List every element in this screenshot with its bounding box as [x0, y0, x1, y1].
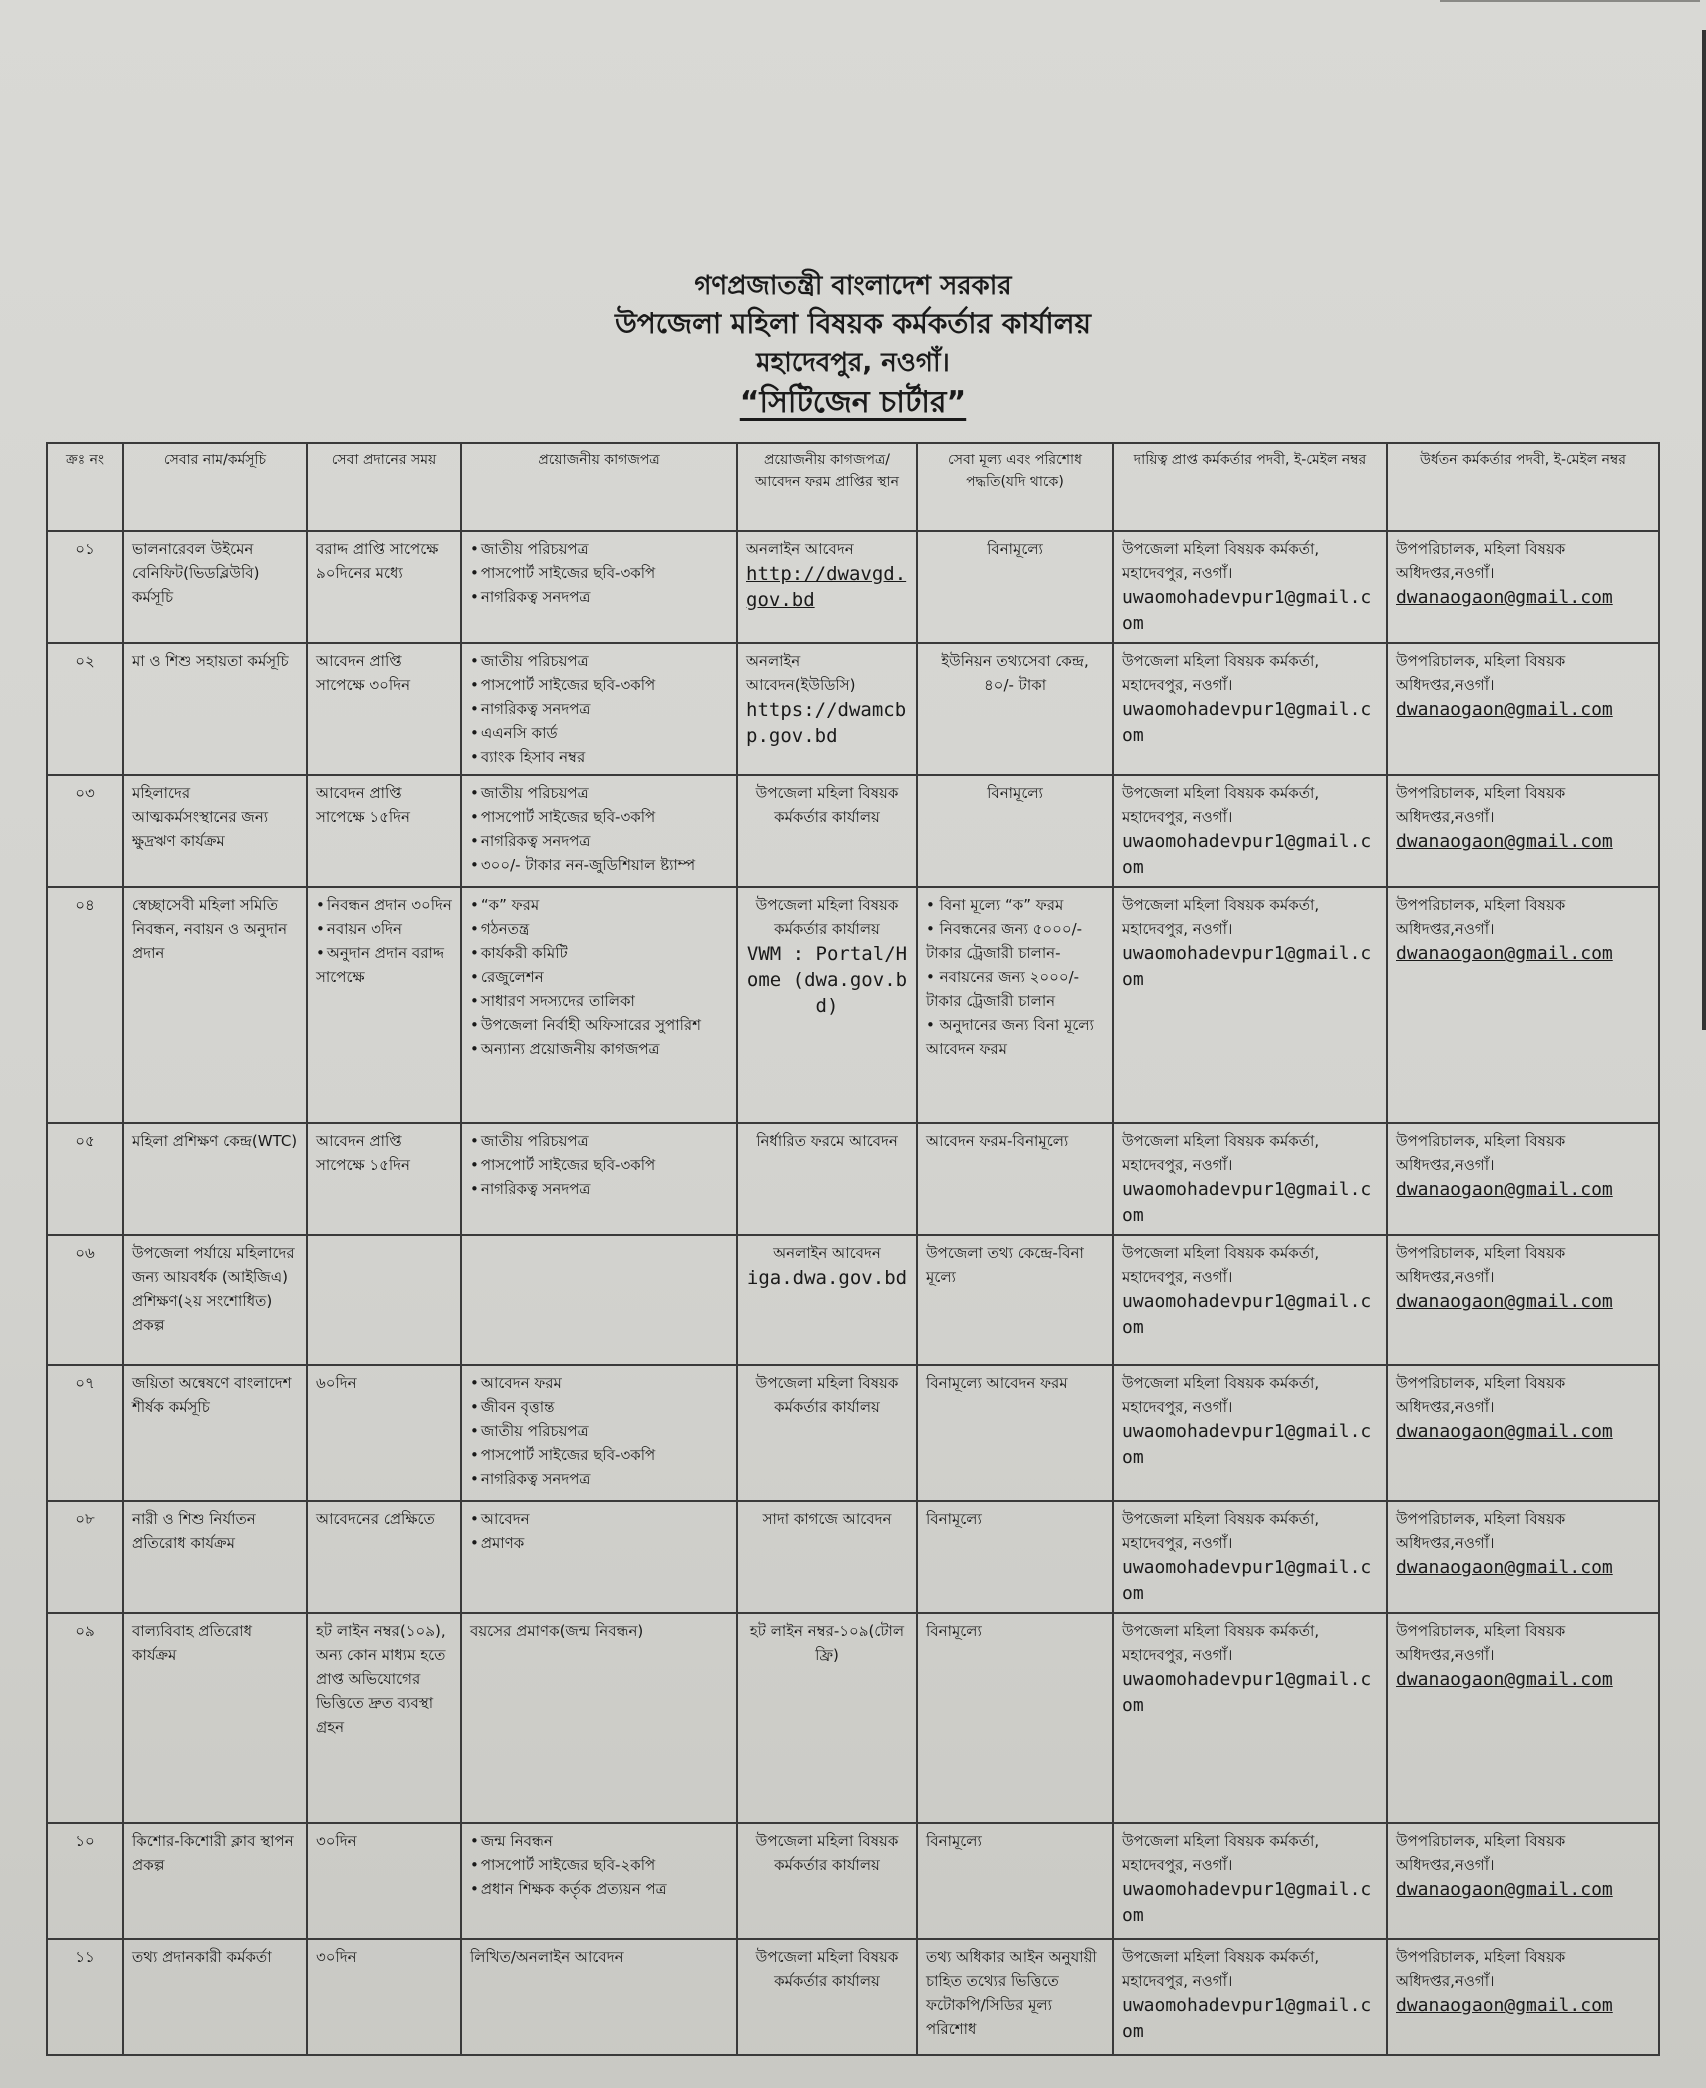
- cell-time: [307, 1501, 461, 1613]
- documents-list: [470, 537, 728, 609]
- service-name: ভালনারেবল উইমেন বেনিফিট(ভিডব্লিউবি) কর্মসূচি: [132, 540, 260, 606]
- fee-item: • নবায়নের জন্য ২০০০/-টাকার ট্রেজারী চালান: [926, 965, 1104, 1013]
- header-location: মহাদেবপুর, নওগাঁ।: [756, 348, 950, 378]
- officer-email[interactable]: uwaomohadevpur1@gmail.com: [1122, 831, 1372, 878]
- cell-officer: [1113, 1823, 1387, 1939]
- service-name: জয়িতা অন্বেষণে বাংলাদেশ শীর্ষক কর্মসূচি: [132, 1374, 292, 1416]
- cell-documents: [461, 1235, 737, 1365]
- cell-place: [737, 1939, 917, 2055]
- officer-location: মহাদেবপুর, নওগাঁ।: [1122, 920, 1233, 938]
- application-place: অনলাইন আবেদন: [773, 1244, 881, 1262]
- superior-office: অধিদপ্তর,নওগাঁ।: [1396, 1534, 1495, 1552]
- documents-list: [470, 893, 728, 1061]
- officer-location: মহাদেবপুর, নওগাঁ।: [1122, 676, 1233, 694]
- serial-number: ০৫: [75, 1132, 95, 1150]
- officer-email[interactable]: uwaomohadevpur1@gmail.com: [1122, 1995, 1372, 2042]
- officer-location: মহাদেবপুর, নওগাঁ।: [1122, 1398, 1233, 1416]
- cell-fee: [917, 887, 1113, 1123]
- service-fee: তথ্য অধিকার আইন অনুযায়ী চাহিত তথ্যের ভিত্তিতে ফটোকপি/সিডির মূল্য পরিশোধ: [926, 1948, 1097, 2038]
- document-item: • পাসপোর্ট সাইজের ছবি-৩কপি: [470, 673, 728, 697]
- serial-number: ০৮: [75, 1510, 95, 1528]
- cell-fee: [917, 643, 1113, 775]
- paper-edge-line: [1440, 0, 1700, 2]
- superior-office: অধিদপ্তর,নওগাঁ।: [1396, 564, 1495, 582]
- table-row: [47, 1235, 1659, 1365]
- superior-email[interactable]: dwanaogaon@gmail.com: [1396, 1879, 1613, 1900]
- document-item: • নাগরিকত্ব সনদপত্র: [470, 1467, 728, 1491]
- cell-time: [307, 531, 461, 643]
- application-place: উপজেলা মহিলা বিষয়ক কর্মকর্তার কার্যালয়: [755, 1948, 899, 1990]
- cell-superior: [1387, 1501, 1659, 1613]
- officer-designation: উপজেলা মহিলা বিষয়ক কর্মকর্তা,: [1122, 652, 1320, 670]
- cell-documents: [461, 887, 737, 1123]
- service-name: উপজেলা পর্যায়ে মহিলাদের জন্য আয়বর্ধক (আইজিএ) প্রশিক্ষণ(২য় সংশোধিত) প্রকল্প: [132, 1244, 295, 1334]
- officer-designation: উপজেলা মহিলা বিষয়ক কর্মকর্তা,: [1122, 896, 1320, 914]
- cell-officer: [1113, 1365, 1387, 1501]
- cell-time: [307, 643, 461, 775]
- table-row: [47, 1365, 1659, 1501]
- superior-email[interactable]: dwanaogaon@gmail.com: [1396, 831, 1613, 852]
- service-time: আবেদনের প্রেক্ষিতে: [316, 1510, 435, 1528]
- superior-email[interactable]: dwanaogaon@gmail.com: [1396, 1557, 1613, 1578]
- superior-email[interactable]: dwanaogaon@gmail.com: [1396, 1995, 1613, 2016]
- superior-designation: উপপরিচালক, মহিলা বিষয়ক: [1396, 540, 1566, 558]
- serial-number: ০৪: [75, 896, 95, 914]
- cell-documents: [461, 1939, 737, 2055]
- application-place: উপজেলা মহিলা বিষয়ক কর্মকর্তার কার্যালয়: [755, 1374, 899, 1416]
- document-item: • এএনসি কার্ড: [470, 721, 728, 745]
- superior-office: অধিদপ্তর,নওগাঁ।: [1396, 676, 1495, 694]
- document-item: • পাসপোর্ট সাইজের ছবি-৩কপি: [470, 1443, 728, 1467]
- table-row: [47, 775, 1659, 887]
- superior-email[interactable]: dwanaogaon@gmail.com: [1396, 587, 1613, 608]
- document-item: • জাতীয় পরিচয়পত্র: [470, 1129, 728, 1153]
- service-fee: বিনামূল্যে: [926, 1510, 982, 1528]
- cell-time: [307, 1613, 461, 1823]
- col-header-serial: ক্রঃ নং: [47, 443, 123, 531]
- service-time: আবেদন প্রাপ্তি সাপেক্ষে ১৫দিন: [316, 784, 411, 826]
- fee-item: • নিবন্ধনের জন্য ৫০০০/-টাকার ট্রেজারী চালান-: [926, 917, 1104, 965]
- officer-email[interactable]: uwaomohadevpur1@gmail.com: [1122, 1291, 1372, 1338]
- document-item: • জন্ম নিবন্ধন: [470, 1829, 728, 1853]
- superior-email[interactable]: dwanaogaon@gmail.com: [1396, 1179, 1613, 1200]
- cell-service: [123, 1823, 307, 1939]
- service-time: বরাদ্দ প্রাপ্তি সাপেক্ষে ৯০দিনের মধ্যে: [316, 540, 439, 582]
- officer-email[interactable]: uwaomohadevpur1@gmail.com: [1122, 1879, 1372, 1926]
- cell-service: [123, 531, 307, 643]
- cell-time: [307, 1123, 461, 1235]
- cell-superior: [1387, 775, 1659, 887]
- serial-number: ০২: [75, 652, 95, 670]
- cell-documents: [461, 775, 737, 887]
- table-row: [47, 1939, 1659, 2055]
- cell-serial: [47, 1613, 123, 1823]
- service-time: হট লাইন নম্বর(১০৯), অন্য কোন মাধ্যম হতে প্রাপ্ত অভিযোগের ভিত্তিতে দ্রুত ব্যবস্থা গ্রহন: [316, 1622, 446, 1736]
- cell-superior: [1387, 1365, 1659, 1501]
- document-item: • আবেদন ফরম: [470, 1371, 728, 1395]
- officer-location: মহাদেবপুর, নওগাঁ।: [1122, 1268, 1233, 1286]
- cell-service: [123, 1365, 307, 1501]
- document-item: • উপজেলা নির্বাহী অফিসারের সুপারিশ: [470, 1013, 728, 1037]
- cell-officer: [1113, 1939, 1387, 2055]
- documents-list: [470, 1129, 728, 1201]
- document-item: • নাগরিকত্ব সনদপত্র: [470, 697, 728, 721]
- cell-fee: [917, 775, 1113, 887]
- fee-list: [926, 893, 1104, 1061]
- officer-location: মহাদেবপুর, নওগাঁ।: [1122, 1156, 1233, 1174]
- serial-number: ১০: [75, 1832, 95, 1850]
- serial-number: ০১: [75, 540, 95, 558]
- superior-office: অধিদপ্তর,নওগাঁ।: [1396, 1268, 1495, 1286]
- officer-email[interactable]: uwaomohadevpur1@gmail.com: [1122, 699, 1372, 746]
- officer-email[interactable]: uwaomohadevpur1@gmail.com: [1122, 1421, 1372, 1468]
- cell-serial: [47, 1123, 123, 1235]
- cell-serial: [47, 1823, 123, 1939]
- paper-edge-shadow: [1702, 30, 1706, 1030]
- document-item: • পাসপোর্ট সাইজের ছবি-৩কপি: [470, 1153, 728, 1177]
- officer-location: মহাদেবপুর, নওগাঁ।: [1122, 808, 1233, 826]
- document-item: • সাধারণ সদস্যদের তালিকা: [470, 989, 728, 1013]
- superior-designation: উপপরিচালক, মহিলা বিষয়ক: [1396, 1832, 1566, 1850]
- cell-superior: [1387, 1123, 1659, 1235]
- service-fee: বিনামূল্যে আবেদন ফরম: [926, 1374, 1068, 1392]
- officer-designation: উপজেলা মহিলা বিষয়ক কর্মকর্তা,: [1122, 1374, 1320, 1392]
- document-item: • নাগরিকত্ব সনদপত্র: [470, 1177, 728, 1201]
- col-header-place: প্রয়োজনীয় কাগজপত্র/আবেদন ফরম প্রাপ্তির স্থান: [737, 443, 917, 531]
- cell-superior: [1387, 1235, 1659, 1365]
- cell-documents: [461, 1501, 737, 1613]
- cell-service: [123, 1501, 307, 1613]
- header-office: উপজেলা মহিলা বিষয়ক কর্মকর্তার কার্যালয়: [614, 307, 1092, 340]
- cell-service: [123, 1613, 307, 1823]
- table-header-row: [47, 443, 1659, 531]
- header-government: গণপ্রজাতন্ত্রী বাংলাদেশ সরকার: [694, 271, 1012, 301]
- cell-serial: [47, 1501, 123, 1613]
- superior-office: অধিদপ্তর,নওগাঁ।: [1396, 1972, 1495, 1990]
- cell-time: [307, 1823, 461, 1939]
- superior-designation: উপপরিচালক, মহিলা বিষয়ক: [1396, 1622, 1566, 1640]
- table-row: [47, 1823, 1659, 1939]
- document-item: • জাতীয় পরিচয়পত্র: [470, 781, 728, 805]
- service-time: আবেদন প্রাপ্তি সাপেক্ষে ১৫দিন: [316, 1132, 411, 1174]
- time-list: [316, 893, 452, 989]
- cell-service: [123, 1235, 307, 1365]
- cell-fee: [917, 1501, 1113, 1613]
- officer-location: মহাদেবপুর, নওগাঁ।: [1122, 1534, 1233, 1552]
- superior-designation: উপপরিচালক, মহিলা বিষয়ক: [1396, 896, 1566, 914]
- cell-officer: [1113, 887, 1387, 1123]
- cell-place: [737, 643, 917, 775]
- document-item: • রেজুলেশন: [470, 965, 728, 989]
- superior-designation: উপপরিচালক, মহিলা বিষয়ক: [1396, 1948, 1566, 1966]
- officer-email[interactable]: uwaomohadevpur1@gmail.com: [1122, 1669, 1372, 1716]
- document-item: • জীবন বৃত্তান্ত: [470, 1395, 728, 1419]
- cell-service: [123, 775, 307, 887]
- service-fee: বিনামূল্যে: [987, 540, 1043, 558]
- time-item: • নিবন্ধন প্রদান ৩০দিন: [316, 893, 452, 917]
- serial-number: ০৬: [75, 1244, 95, 1262]
- superior-office: অধিদপ্তর,নওগাঁ।: [1396, 1856, 1495, 1874]
- cell-serial: [47, 887, 123, 1123]
- col-header-service: সেবার নাম/কর্মসূচি: [123, 443, 307, 531]
- table-row: [47, 643, 1659, 775]
- officer-location: মহাদেবপুর, নওগাঁ।: [1122, 1646, 1233, 1664]
- superior-email[interactable]: dwanaogaon@gmail.com: [1396, 943, 1613, 964]
- cell-service: [123, 887, 307, 1123]
- document-item: • অন্যান্য প্রয়োজনীয় কাগজপত্র: [470, 1037, 728, 1061]
- documents-list: [470, 1829, 728, 1901]
- cell-service: [123, 1123, 307, 1235]
- service-name: মা ও শিশু সহায়তা কর্মসূচি: [132, 652, 289, 670]
- service-time: ৩০দিন: [316, 1832, 357, 1850]
- document-header: [0, 268, 1706, 424]
- superior-email[interactable]: dwanaogaon@gmail.com: [1396, 1421, 1613, 1442]
- service-time: ৩০দিন: [316, 1948, 357, 1966]
- cell-place: [737, 1613, 917, 1823]
- cell-time: [307, 1365, 461, 1501]
- service-fee: বিনামূল্যে: [926, 1832, 982, 1850]
- service-name: স্বেচ্ছাসেবী মহিলা সমিতি নিবন্ধন, নবায়ন ও অনুদান প্রদান: [132, 896, 288, 962]
- cell-fee: [917, 1823, 1113, 1939]
- superior-designation: উপপরিচালক, মহিলা বিষয়ক: [1396, 652, 1566, 670]
- application-link[interactable]: VWM : Portal/Home (dwa.gov.bd): [746, 943, 908, 1017]
- document-item: • পাসপোর্ট সাইজের ছবি-৩কপি: [470, 805, 728, 829]
- serial-number: ০৯: [75, 1622, 95, 1640]
- document-item: • কার্যকরী কমিটি: [470, 941, 728, 965]
- superior-designation: উপপরিচালক, মহিলা বিষয়ক: [1396, 1244, 1566, 1262]
- cell-documents: [461, 1823, 737, 1939]
- document-item: • গঠনতন্ত্র: [470, 917, 728, 941]
- fee-item: • বিনা মূল্যে “ক” ফরম: [926, 893, 1104, 917]
- officer-designation: উপজেলা মহিলা বিষয়ক কর্মকর্তা,: [1122, 540, 1320, 558]
- service-name: মহিলাদের আত্মকর্মসংস্থানের জন্য ক্ষুদ্রঋণ কার্যক্রম: [132, 784, 269, 850]
- cell-officer: [1113, 643, 1387, 775]
- application-link[interactable]: https://dwamcbp.gov.bd: [746, 699, 907, 747]
- service-time: আবেদন প্রাপ্তি সাপেক্ষে ৩০দিন: [316, 652, 411, 694]
- application-place: অনলাইন আবেদন: [746, 540, 854, 558]
- cell-time: [307, 775, 461, 887]
- officer-email[interactable]: uwaomohadevpur1@gmail.com: [1122, 1557, 1372, 1604]
- officer-location: মহাদেবপুর, নওগাঁ।: [1122, 1972, 1233, 1990]
- col-header-fee: সেবা মূল্য এবং পরিশোধ পদ্ধতি(যদি থাকে): [917, 443, 1113, 531]
- application-link[interactable]: http://dwavgd.gov.bd: [746, 563, 907, 611]
- cell-superior: [1387, 531, 1659, 643]
- cell-time: [307, 887, 461, 1123]
- superior-designation: উপপরিচালক, মহিলা বিষয়ক: [1396, 1374, 1566, 1392]
- table-row: [47, 1123, 1659, 1235]
- serial-number: ১১: [75, 1948, 95, 1966]
- time-item: • অনুদান প্রদান বরাদ্দ সাপেক্ষে: [316, 941, 452, 989]
- serial-number: ০৩: [75, 784, 95, 802]
- service-name: কিশোর-কিশোরী ক্লাব স্থাপন প্রকল্প: [132, 1832, 294, 1874]
- cell-place: [737, 1235, 917, 1365]
- document-item: • প্রমাণক: [470, 1531, 728, 1555]
- cell-superior: [1387, 887, 1659, 1123]
- cell-documents: [461, 531, 737, 643]
- superior-email[interactable]: dwanaogaon@gmail.com: [1396, 1669, 1613, 1690]
- cell-officer: [1113, 531, 1387, 643]
- cell-officer: [1113, 1613, 1387, 1823]
- cell-place: [737, 887, 917, 1123]
- cell-fee: [917, 1613, 1113, 1823]
- cell-officer: [1113, 775, 1387, 887]
- superior-office: অধিদপ্তর,নওগাঁ।: [1396, 1156, 1495, 1174]
- service-fee: বিনামূল্যে: [987, 784, 1043, 802]
- officer-designation: উপজেলা মহিলা বিষয়ক কর্মকর্তা,: [1122, 784, 1320, 802]
- service-name: বাল্যবিবাহ প্রতিরোধ কার্যক্রম: [132, 1622, 252, 1664]
- document-item: • নাগরিকত্ব সনদপত্র: [470, 585, 728, 609]
- documents-list: [470, 1507, 728, 1555]
- cell-fee: [917, 1123, 1113, 1235]
- superior-office: অধিদপ্তর,নওগাঁ।: [1396, 808, 1495, 826]
- application-place: সাদা কাগজে আবেদন: [762, 1510, 892, 1528]
- cell-place: [737, 1365, 917, 1501]
- cell-officer: [1113, 1501, 1387, 1613]
- document-title: “সিটিজেন চার্টার”: [739, 385, 967, 420]
- cell-place: [737, 1823, 917, 1939]
- cell-serial: [47, 1235, 123, 1365]
- officer-email[interactable]: uwaomohadevpur1@gmail.com: [1122, 943, 1372, 990]
- cell-superior: [1387, 1613, 1659, 1823]
- cell-service: [123, 643, 307, 775]
- officer-designation: উপজেলা মহিলা বিষয়ক কর্মকর্তা,: [1122, 1622, 1320, 1640]
- application-place: নির্ধারিত ফরমে আবেদন: [756, 1132, 898, 1150]
- document-item: • জাতীয় পরিচয়পত্র: [470, 1419, 728, 1443]
- officer-designation: উপজেলা মহিলা বিষয়ক কর্মকর্তা,: [1122, 1510, 1320, 1528]
- service-time: ৬০দিন: [316, 1374, 357, 1392]
- document-item: • জাতীয় পরিচয়পত্র: [470, 537, 728, 561]
- documents-text: বয়সের প্রমাণক(জন্ম নিবন্ধন): [470, 1622, 644, 1640]
- cell-documents: [461, 1365, 737, 1501]
- officer-designation: উপজেলা মহিলা বিষয়ক কর্মকর্তা,: [1122, 1132, 1320, 1150]
- application-place: উপজেলা মহিলা বিষয়ক কর্মকর্তার কার্যালয়: [755, 784, 899, 826]
- document-item: • আবেদন: [470, 1507, 728, 1531]
- col-header-time: সেবা প্রদানের সময়: [307, 443, 461, 531]
- document-item: • পাসপোর্ট সাইজের ছবি-৩কপি: [470, 561, 728, 585]
- cell-serial: [47, 643, 123, 775]
- cell-documents: [461, 643, 737, 775]
- cell-documents: [461, 1123, 737, 1235]
- cell-place: [737, 775, 917, 887]
- superior-designation: উপপরিচালক, মহিলা বিষয়ক: [1396, 1510, 1566, 1528]
- document-item: • নাগরিকত্ব সনদপত্র: [470, 829, 728, 853]
- cell-officer: [1113, 1235, 1387, 1365]
- cell-serial: [47, 531, 123, 643]
- cell-officer: [1113, 1123, 1387, 1235]
- table-row: [47, 887, 1659, 1123]
- document-item: • জাতীয় পরিচয়পত্র: [470, 649, 728, 673]
- documents-list: [470, 1371, 728, 1491]
- officer-designation: উপজেলা মহিলা বিষয়ক কর্মকর্তা,: [1122, 1832, 1320, 1850]
- document-item: • পাসপোর্ট সাইজের ছবি-২কপি: [470, 1853, 728, 1877]
- superior-office: অধিদপ্তর,নওগাঁ।: [1396, 1646, 1495, 1664]
- cell-service: [123, 1939, 307, 2055]
- cell-fee: [917, 531, 1113, 643]
- documents-list: [470, 781, 728, 877]
- service-name: তথ্য প্রদানকারী কর্মকর্তা: [132, 1948, 272, 1966]
- service-fee: আবেদন ফরম-বিনামূল্যে: [926, 1132, 1069, 1150]
- document-item: • ৩০০/- টাকার নন-জুডিশিয়াল ষ্ট্যাম্প: [470, 853, 728, 877]
- officer-location: মহাদেবপুর, নওগাঁ।: [1122, 1856, 1233, 1874]
- cell-fee: [917, 1235, 1113, 1365]
- superior-office: অধিদপ্তর,নওগাঁ।: [1396, 920, 1495, 938]
- col-header-documents: প্রয়োজনীয় কাগজপত্র: [461, 443, 737, 531]
- cell-fee: [917, 1939, 1113, 2055]
- citizen-charter-table: [46, 442, 1660, 2056]
- cell-superior: [1387, 643, 1659, 775]
- superior-designation: উপপরিচালক, মহিলা বিষয়ক: [1396, 1132, 1566, 1150]
- table-row: [47, 1501, 1659, 1613]
- superior-office: অধিদপ্তর,নওগাঁ।: [1396, 1398, 1495, 1416]
- table-row: [47, 1613, 1659, 1823]
- superior-email[interactable]: dwanaogaon@gmail.com: [1396, 1291, 1613, 1312]
- table-row: [47, 531, 1659, 643]
- document-item: • প্রধান শিক্ষক কর্তৃক প্রত্যয়ন পত্র: [470, 1877, 728, 1901]
- cell-fee: [917, 1365, 1113, 1501]
- cell-place: [737, 531, 917, 643]
- cell-place: [737, 1123, 917, 1235]
- service-fee: বিনামূল্যে: [926, 1622, 982, 1640]
- cell-place: [737, 1501, 917, 1613]
- col-header-officer: দায়িত্ব প্রাপ্ত কর্মকর্তার পদবী, ই-মেইল নম্বর: [1113, 443, 1387, 531]
- service-fee: উপজেলা তথ্য কেন্দ্রে-বিনা মূল্যে: [926, 1244, 1084, 1286]
- service-name: মহিলা প্রশিক্ষণ কেন্দ্র(WTC): [132, 1132, 298, 1150]
- document-item: • “ক” ফরম: [470, 893, 728, 917]
- documents-text: লিখিত/অনলাইন আবেদন: [470, 1948, 624, 1966]
- application-link[interactable]: iga.dwa.gov.bd: [746, 1267, 908, 1289]
- application-place: উপজেলা মহিলা বিষয়ক কর্মকর্তার কার্যালয়: [755, 1832, 899, 1874]
- cell-time: [307, 1939, 461, 2055]
- cell-serial: [47, 1365, 123, 1501]
- cell-documents: [461, 1613, 737, 1823]
- service-fee: ইউনিয়ন তথ্যসেবা কেন্দ্র, ৪০/- টাকা: [941, 652, 1089, 694]
- fee-item: • অনুদানের জন্য বিনা মূল্যে আবেদন ফরম: [926, 1013, 1104, 1061]
- application-place: উপজেলা মহিলা বিষয়ক কর্মকর্তার কার্যালয়: [755, 896, 899, 938]
- serial-number: ০৭: [75, 1374, 95, 1392]
- application-place: অনলাইন আবেদন(ইউডিসি): [746, 652, 856, 694]
- cell-serial: [47, 775, 123, 887]
- col-header-superior: উর্ধতন কর্মকর্তার পদবী, ই-মেইল নম্বর: [1387, 443, 1659, 531]
- documents-list: [470, 649, 728, 769]
- officer-designation: উপজেলা মহিলা বিষয়ক কর্মকর্তা,: [1122, 1948, 1320, 1966]
- officer-email[interactable]: uwaomohadevpur1@gmail.com: [1122, 587, 1372, 634]
- cell-time: [307, 1235, 461, 1365]
- officer-email[interactable]: uwaomohadevpur1@gmail.com: [1122, 1179, 1372, 1226]
- document-item: • ব্যাংক হিসাব নম্বর: [470, 745, 728, 769]
- application-place: হট লাইন নম্বর-১০৯(টোল ফ্রি): [749, 1622, 905, 1664]
- superior-designation: উপপরিচালক, মহিলা বিষয়ক: [1396, 784, 1566, 802]
- cell-superior: [1387, 1823, 1659, 1939]
- officer-location: মহাদেবপুর, নওগাঁ।: [1122, 564, 1233, 582]
- time-item: • নবায়ন ৩দিন: [316, 917, 452, 941]
- cell-superior: [1387, 1939, 1659, 2055]
- officer-designation: উপজেলা মহিলা বিষয়ক কর্মকর্তা,: [1122, 1244, 1320, 1262]
- cell-serial: [47, 1939, 123, 2055]
- service-name: নারী ও শিশু নির্যাতন প্রতিরোধ কার্যক্রম: [132, 1510, 256, 1552]
- superior-email[interactable]: dwanaogaon@gmail.com: [1396, 699, 1613, 720]
